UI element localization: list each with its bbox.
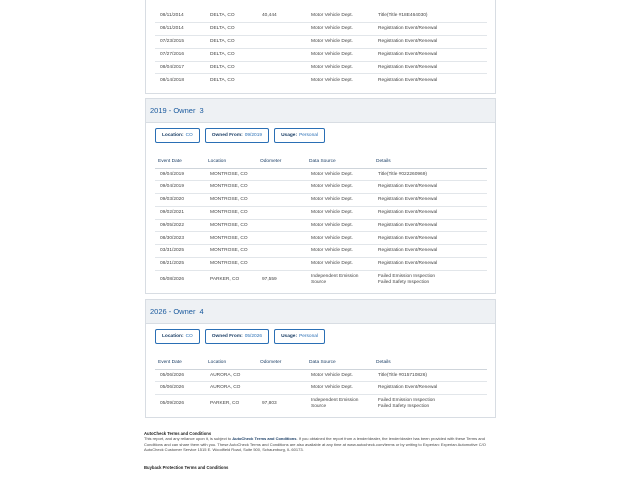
event-date-cell-line: 05/09/2026 [160,401,185,407]
column-header: Details [373,356,487,369]
usage-pill [274,128,325,143]
location-cell-line: DELTA, CO [210,64,235,70]
column-header: Location [205,155,257,168]
data-source-cell [306,36,373,49]
data-source-cell [306,74,373,87]
location-cell [205,270,257,288]
table-row [155,194,487,207]
location-pill [155,128,200,143]
data-source-cell-line: Independent Emission [311,398,359,404]
event-date-cell-line: 08/30/2023 [160,235,185,241]
data-source-cell-line: Motor Vehicle Dept. [311,222,353,228]
data-source-cell [306,270,373,288]
event-date-cell-line: 03/31/2025 [160,248,185,254]
details-cell [373,61,487,74]
details-cell-line: Failed Emission Inspection [378,274,436,280]
data-source-cell-line: Motor Vehicle Dept. [311,171,353,177]
table-row [155,74,487,87]
odometer-cell [257,270,306,288]
location-pill [155,329,200,344]
event-date-cell-line: 05/06/2026 [160,385,185,391]
location-cell-line: MONTROSE, CO [210,235,248,241]
data-source-cell [306,382,373,395]
details-cell-line: Registration Event/Renewal [378,261,438,267]
location-cell-line: MONTROSE, CO [210,209,248,215]
details-cell-line: Registration Event/Renewal [378,39,438,45]
event-date-cell [155,10,205,23]
details-cell-line: Registration Event/Renewal [378,209,438,215]
event-date-cell-line: 09/05/2022 [160,222,185,228]
owner-4-history-table [155,356,487,413]
table-row [155,270,487,288]
event-date-cell-line: 09/04/2019 [160,184,185,190]
column-header: Data Source [306,155,373,168]
location-cell [205,23,257,36]
event-date-cell [155,48,205,61]
details-cell-line: Registration Event/Renewal [378,222,438,228]
event-date-cell [155,258,205,271]
data-source-cell-line: Motor Vehicle Dept. [311,197,353,203]
details-cell-line: Failed Emission Inspection [378,398,436,404]
details-cell [373,36,487,49]
table-row [155,36,487,49]
location-cell [205,181,257,194]
data-source-cell [306,245,373,258]
location-cell-line: DELTA, CO [210,77,235,83]
odometer-cell [257,206,306,219]
event-date-cell-line: 05/08/2026 [160,276,185,282]
event-date-cell [155,395,205,413]
table-row [155,181,487,194]
details-cell [373,194,487,207]
location-cell [205,48,257,61]
owner-2-history-card [145,0,496,94]
location-cell [205,61,257,74]
event-date-cell-line: 08/04/2017 [160,64,185,70]
details-cell [373,382,487,395]
event-date-cell [155,181,205,194]
column-header: Event Date [155,155,205,168]
event-date-cell [155,36,205,49]
location-cell [205,232,257,245]
odometer-cell [257,382,306,395]
odometer-cell [257,395,306,413]
event-date-cell [155,232,205,245]
details-cell-line: Registration Event/Renewal [378,197,438,203]
details-cell-line: Failed Safety Inspection [378,403,430,409]
owner-4-summary [146,324,495,356]
details-cell-line: Title(Title #015710826) [378,372,427,378]
details-cell [373,395,487,413]
odometer-cell [257,36,306,49]
table-row [155,48,487,61]
column-header: Details [373,155,487,168]
location-cell [205,194,257,207]
details-cell-line: Registration Event/Renewal [378,64,438,70]
details-cell [373,181,487,194]
event-date-cell [155,369,205,382]
column-header: Event Date [155,356,205,369]
data-source-cell [306,194,373,207]
autocheck-terms [144,431,496,453]
event-date-cell [155,23,205,36]
table-row [155,382,487,395]
location-cell-line: DELTA, CO [210,26,235,32]
terms-text-part-2: . If you obtained the report from a lender/dealer, the lender/dealer has been provided with these Terms and Conditions and can share them with you. These AutoCheck Terms and Conditions are also available at any time at www.autocheck.com/terms or by writing to Experian: Experian Automotive C/O AutoCheck Customer Service 1515 E. Woodfield Road, Suite 500, Schaumburg, IL 60173. [144,436,486,453]
details-cell [373,232,487,245]
event-date-cell [155,270,205,288]
details-cell-line: Registration Event/Renewal [378,235,438,241]
location-cell [205,245,257,258]
location-cell-line: MONTROSE, CO [210,222,248,228]
event-date-cell-line: 08/11/2014 [160,13,184,19]
data-source-cell-line: Source [311,279,327,285]
details-cell-line: Registration Event/Renewal [378,26,438,32]
owner-3-header[interactable] [146,99,495,123]
table-row [155,23,487,36]
owner-number: 4 [199,307,204,316]
location-cell [205,258,257,271]
table-row [155,395,487,413]
terms-text [144,436,496,452]
data-source-cell [306,232,373,245]
table-row [155,258,487,271]
odometer-cell [257,194,306,207]
details-cell [373,270,487,288]
location-cell-line: AURORA, CO [210,372,241,378]
owner-number: 3 [199,106,204,115]
details-cell-line: Failed Safety Inspection [378,279,430,285]
data-source-cell-line: Motor Vehicle Dept. [311,51,353,57]
data-source-cell [306,10,373,23]
data-source-cell [306,369,373,382]
data-source-cell-line: Motor Vehicle Dept. [311,13,353,19]
data-source-cell-line: Motor Vehicle Dept. [311,184,353,190]
event-date-cell-line: 05/06/2026 [160,372,185,378]
terms-text-part-1: This report, and any reliance upon it, is subject to [144,436,232,442]
details-cell [373,245,487,258]
terms-link[interactable]: AutoCheck Terms and Conditions [232,436,297,442]
usage-label: Usage: [281,334,298,339]
odometer-cell [257,48,306,61]
odometer-cell [257,232,306,245]
details-cell [373,258,487,271]
table-row [155,232,487,245]
owner-4-card [145,299,496,418]
location-cell [205,395,257,413]
usage-value: Personal [299,133,318,138]
location-cell-line: PARKER, CO [210,401,240,407]
data-source-cell [306,48,373,61]
event-date-cell-line: 09/04/2019 [160,171,185,177]
owner-3-card [145,98,496,294]
location-cell [205,74,257,87]
location-cell-line: MONTROSE, CO [210,261,248,267]
location-cell-line: MONTROSE, CO [210,171,248,177]
odometer-cell [257,23,306,36]
table-row [155,245,487,258]
details-cell [373,206,487,219]
owned-from-value: 09/2019 [244,133,263,138]
data-source-cell-line: Independent Emission [311,274,359,280]
location-cell [205,369,257,382]
location-cell-line: PARKER, CO [210,276,240,282]
location-cell-line: AURORA, CO [210,385,241,391]
event-date-cell-line: 08/11/2014 [160,26,184,32]
odometer-cell [257,168,306,181]
usage-value: Personal [299,334,318,339]
event-date-cell-line: 07/23/2015 [160,39,185,45]
odometer-cell-line: 40,444 [262,13,277,19]
owner-title-text: 2019 - Owner [150,106,196,115]
event-date-cell [155,168,205,181]
event-date-cell [155,74,205,87]
data-source-cell-line: Motor Vehicle Dept. [311,385,353,391]
owner-title-text: 2026 - Owner [150,307,196,316]
location-cell [205,168,257,181]
table-row [155,10,487,23]
data-source-cell-line: Motor Vehicle Dept. [311,209,353,215]
data-source-cell-line: Motor Vehicle Dept. [311,235,353,241]
owned-from-label: Owned From: [211,133,243,138]
table-row [155,206,487,219]
event-date-cell [155,206,205,219]
data-source-cell [306,61,373,74]
location-cell [205,10,257,23]
location-cell-line: DELTA, CO [210,51,235,57]
odometer-cell-line: 97,559 [262,276,277,282]
owner-3-title [150,106,204,115]
location-label: Location: [162,133,184,138]
location-cell-line: DELTA, CO [210,39,235,45]
details-cell [373,369,487,382]
owner-2-history-table [155,10,487,87]
event-date-cell-line: 09/02/2021 [160,209,185,215]
data-source-cell [306,395,373,413]
location-cell-line: MONTROSE, CO [210,197,248,203]
table-row [155,168,487,181]
data-source-cell-line: Motor Vehicle Dept. [311,64,353,70]
buyback-heading: Buyback Protection Terms and Conditions [144,465,229,470]
data-source-cell [306,206,373,219]
table-row [155,219,487,232]
odometer-cell [257,245,306,258]
event-date-cell [155,245,205,258]
event-date-cell [155,61,205,74]
column-header: Location [205,356,257,369]
data-source-cell [306,23,373,36]
details-cell-line: Registration Event/Renewal [378,77,438,83]
data-source-cell [306,181,373,194]
details-cell [373,23,487,36]
location-cell [205,206,257,219]
details-cell-line: Registration Event/Renewal [378,248,438,254]
odometer-cell [257,74,306,87]
location-label: Location: [162,334,184,339]
location-cell-line: DELTA, CO [210,13,235,19]
data-source-cell-line: Motor Vehicle Dept. [311,261,353,267]
owned-from-label: Owned From: [211,334,243,339]
data-source-cell-line: Motor Vehicle Dept. [311,26,353,32]
event-date-cell-line: 08/21/2025 [160,261,185,267]
usage-label: Usage: [281,133,298,138]
data-source-cell-line: Motor Vehicle Dept. [311,248,353,254]
column-header: Odometer [257,155,306,168]
odometer-cell [257,61,306,74]
details-cell-line: Title(Title #022260969) [378,171,427,177]
owner-4-header[interactable] [146,300,495,324]
location-cell [205,382,257,395]
owned-from-pill [205,128,269,143]
data-source-cell-line: Motor Vehicle Dept. [311,39,353,45]
location-cell-line: MONTROSE, CO [210,184,248,190]
column-header: Odometer [257,356,306,369]
event-date-cell [155,194,205,207]
odometer-cell [257,10,306,23]
event-date-cell [155,382,205,395]
table-row [155,369,487,382]
location-cell-line: MONTROSE, CO [210,248,248,254]
details-cell [373,219,487,232]
data-source-cell [306,219,373,232]
odometer-cell [257,258,306,271]
owned-from-value: 05/2026 [244,334,263,339]
location-value: CO [185,133,193,138]
details-cell-line: Title(Title #18E464030) [378,13,428,19]
details-cell [373,48,487,61]
location-cell [205,36,257,49]
odometer-cell [257,181,306,194]
details-cell-line: Registration Event/Renewal [378,385,438,391]
details-cell-line: Registration Event/Renewal [378,51,438,57]
usage-pill [274,329,325,344]
details-cell [373,168,487,181]
details-cell [373,10,487,23]
data-source-cell-line: Motor Vehicle Dept. [311,77,353,83]
odometer-cell [257,369,306,382]
event-date-cell-line: 08/14/2018 [160,77,185,83]
data-source-cell [306,258,373,271]
odometer-cell-line: 97,803 [262,401,277,407]
data-source-cell-line: Source [311,403,327,409]
owner-3-history-table [155,155,487,288]
event-date-cell-line: 07/27/2016 [160,51,185,57]
event-date-cell [155,219,205,232]
owner-4-title [150,307,204,316]
terms-heading: AutoCheck Terms and Conditions [144,431,212,436]
data-source-cell-line: Motor Vehicle Dept. [311,372,353,378]
table-row [155,61,487,74]
location-value: CO [185,334,193,339]
event-date-cell-line: 09/03/2020 [160,197,185,203]
data-source-cell [306,168,373,181]
column-header: Data Source [306,356,373,369]
details-cell [373,74,487,87]
details-cell-line: Registration Event/Renewal [378,184,438,190]
odometer-cell [257,219,306,232]
owner-3-summary [146,123,495,155]
owned-from-pill [205,329,269,344]
location-cell [205,219,257,232]
